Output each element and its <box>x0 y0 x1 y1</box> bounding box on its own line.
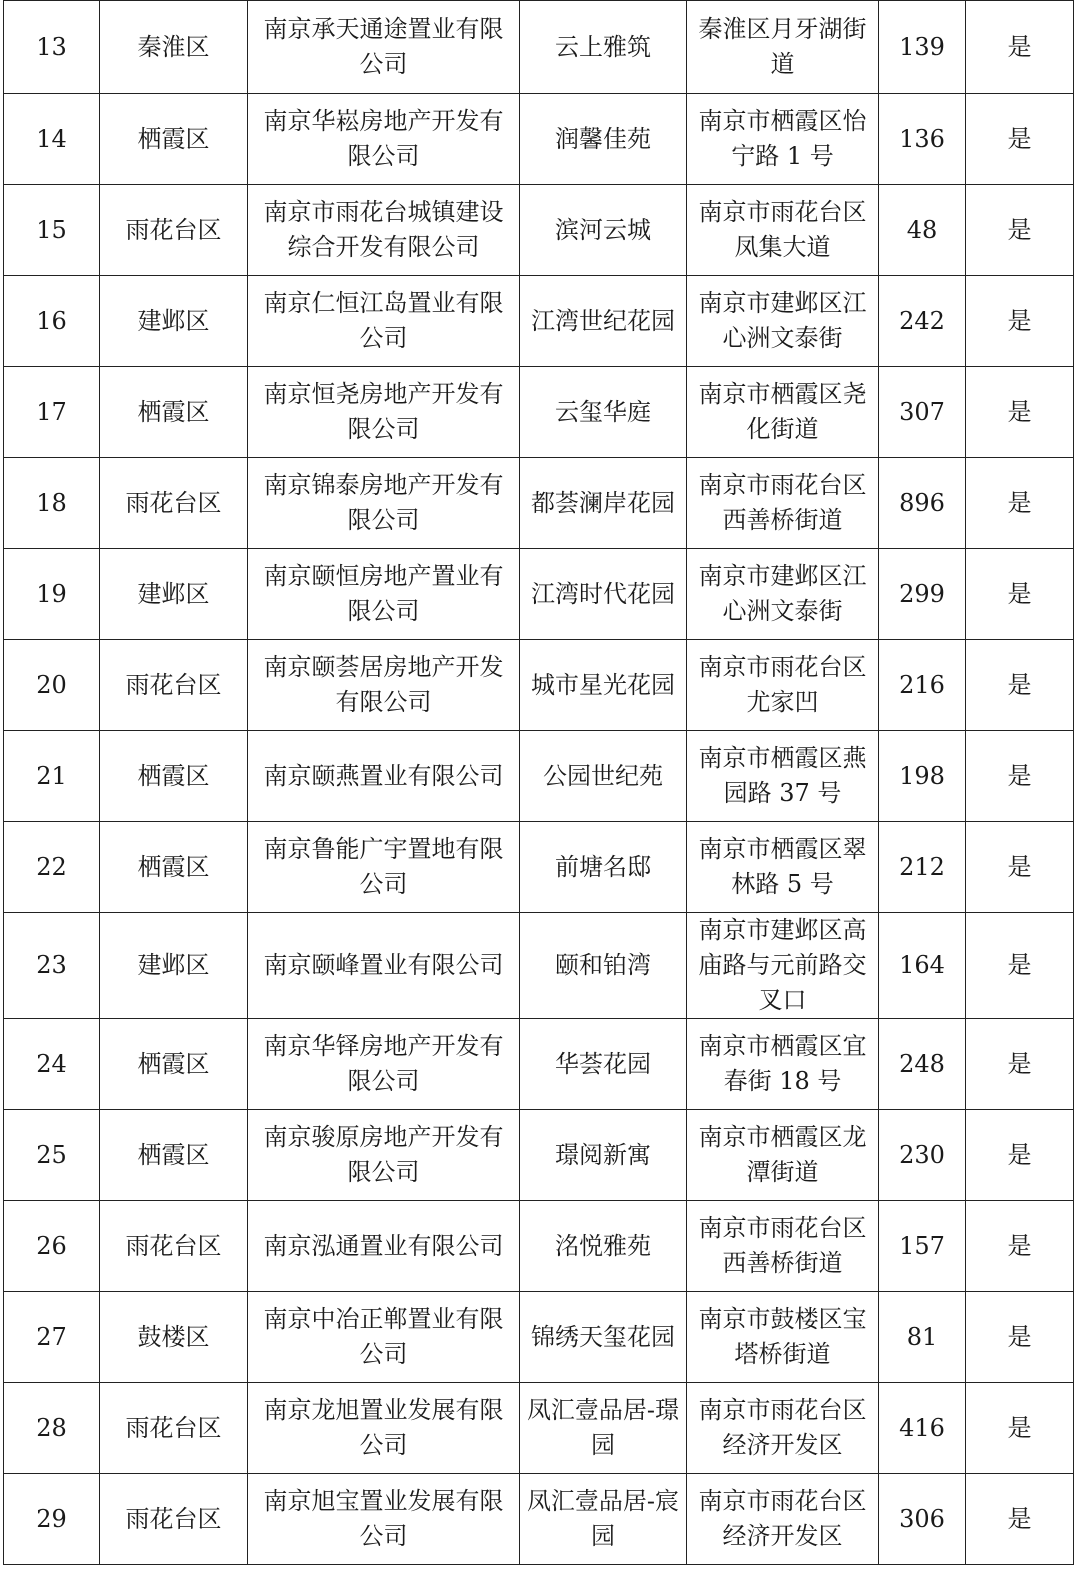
developer-cell: 南京鲁能广宇置地有限公司 <box>248 822 520 913</box>
row-number: 19 <box>4 549 100 640</box>
unit-count-cell: 896 <box>879 458 966 549</box>
project-name-cell: 璟阅新寓 <box>520 1110 687 1201</box>
status-cell: 是 <box>966 1292 1074 1383</box>
project-name-cell: 滨河云城 <box>520 185 687 276</box>
unit-count-cell: 212 <box>879 822 966 913</box>
district-cell: 建邺区 <box>100 549 248 640</box>
table-row <box>4 1383 1074 1474</box>
unit-count-cell: 306 <box>879 1474 966 1565</box>
address-cell: 南京市雨花台区经济开发区 <box>687 1383 879 1474</box>
developer-cell: 南京恒尧房地产开发有限公司 <box>248 367 520 458</box>
unit-count-cell: 136 <box>879 94 966 185</box>
status-cell: 是 <box>966 276 1074 367</box>
project-name-cell: 润馨佳苑 <box>520 94 687 185</box>
district-cell: 雨花台区 <box>100 1201 248 1292</box>
developer-cell: 南京仁恒江岛置业有限公司 <box>248 276 520 367</box>
district-cell: 雨花台区 <box>100 458 248 549</box>
address-cell: 南京市建邺区江心洲文泰街 <box>687 549 879 640</box>
project-name-cell: 凤汇壹品居-璟园 <box>520 1383 687 1474</box>
project-name-cell: 江湾世纪花园 <box>520 276 687 367</box>
address-cell: 南京市栖霞区翠林路 5 号 <box>687 822 879 913</box>
table-row <box>4 1201 1074 1292</box>
address-cell: 南京市鼓楼区宝塔桥街道 <box>687 1292 879 1383</box>
district-cell: 栖霞区 <box>100 1019 248 1110</box>
status-cell: 是 <box>966 913 1074 1019</box>
row-number: 26 <box>4 1201 100 1292</box>
address-cell: 秦淮区月牙湖街道 <box>687 1 879 94</box>
unit-count-cell: 230 <box>879 1110 966 1201</box>
project-name-cell: 都荟澜岸花园 <box>520 458 687 549</box>
developer-cell: 南京龙旭置业发展有限公司 <box>248 1383 520 1474</box>
address-cell: 南京市建邺区江心洲文泰街 <box>687 276 879 367</box>
table-body <box>4 1 1074 1565</box>
address-cell: 南京市雨花台区尤家凹 <box>687 640 879 731</box>
address-cell: 南京市雨花台区经济开发区 <box>687 1474 879 1565</box>
project-name-cell: 云上雅筑 <box>520 1 687 94</box>
district-cell: 栖霞区 <box>100 822 248 913</box>
project-name-cell: 华荟花园 <box>520 1019 687 1110</box>
row-number: 23 <box>4 913 100 1019</box>
row-number: 16 <box>4 276 100 367</box>
developer-cell: 南京华崧房地产开发有限公司 <box>248 94 520 185</box>
row-number: 21 <box>4 731 100 822</box>
row-number: 22 <box>4 822 100 913</box>
row-number: 28 <box>4 1383 100 1474</box>
project-name-cell: 江湾时代花园 <box>520 549 687 640</box>
address-cell: 南京市雨花台区西善桥街道 <box>687 458 879 549</box>
status-cell: 是 <box>966 94 1074 185</box>
row-number: 25 <box>4 1110 100 1201</box>
status-cell: 是 <box>966 367 1074 458</box>
developer-cell: 南京颐恒房地产置业有限公司 <box>248 549 520 640</box>
row-number: 13 <box>4 1 100 94</box>
status-cell: 是 <box>966 458 1074 549</box>
project-name-cell: 洺悦雅苑 <box>520 1201 687 1292</box>
district-cell: 雨花台区 <box>100 1474 248 1565</box>
district-cell: 雨花台区 <box>100 185 248 276</box>
developer-cell: 南京颐燕置业有限公司 <box>248 731 520 822</box>
table-row <box>4 731 1074 822</box>
row-number: 18 <box>4 458 100 549</box>
address-cell: 南京市栖霞区燕园路 37 号 <box>687 731 879 822</box>
district-cell: 建邺区 <box>100 913 248 1019</box>
developer-cell: 南京泓通置业有限公司 <box>248 1201 520 1292</box>
table-row <box>4 1019 1074 1110</box>
status-cell: 是 <box>966 1383 1074 1474</box>
table-row <box>4 94 1074 185</box>
project-name-cell: 前塘名邸 <box>520 822 687 913</box>
developer-cell: 南京华铎房地产开发有限公司 <box>248 1019 520 1110</box>
project-name-cell: 颐和铂湾 <box>520 913 687 1019</box>
status-cell: 是 <box>966 185 1074 276</box>
unit-count-cell: 157 <box>879 1201 966 1292</box>
table-row <box>4 367 1074 458</box>
unit-count-cell: 216 <box>879 640 966 731</box>
unit-count-cell: 139 <box>879 1 966 94</box>
developer-cell: 南京颐峰置业有限公司 <box>248 913 520 1019</box>
table-row <box>4 549 1074 640</box>
table-row <box>4 276 1074 367</box>
project-name-cell: 云玺华庭 <box>520 367 687 458</box>
project-name-cell: 公园世纪苑 <box>520 731 687 822</box>
table-row <box>4 640 1074 731</box>
address-cell: 南京市栖霞区龙潭街道 <box>687 1110 879 1201</box>
status-cell: 是 <box>966 1110 1074 1201</box>
unit-count-cell: 416 <box>879 1383 966 1474</box>
unit-count-cell: 299 <box>879 549 966 640</box>
district-cell: 栖霞区 <box>100 94 248 185</box>
district-cell: 秦淮区 <box>100 1 248 94</box>
unit-count-cell: 248 <box>879 1019 966 1110</box>
row-number: 20 <box>4 640 100 731</box>
table-row <box>4 458 1074 549</box>
project-table <box>3 0 1074 1565</box>
row-number: 15 <box>4 185 100 276</box>
address-cell: 南京市雨花台区西善桥街道 <box>687 1201 879 1292</box>
district-cell: 栖霞区 <box>100 1110 248 1201</box>
project-name-cell: 城市星光花园 <box>520 640 687 731</box>
unit-count-cell: 242 <box>879 276 966 367</box>
table-row <box>4 1110 1074 1201</box>
unit-count-cell: 307 <box>879 367 966 458</box>
address-cell: 南京市栖霞区尧化街道 <box>687 367 879 458</box>
developer-cell: 南京颐荟居房地产开发有限公司 <box>248 640 520 731</box>
district-cell: 鼓楼区 <box>100 1292 248 1383</box>
address-cell: 南京市栖霞区宜春街 18 号 <box>687 1019 879 1110</box>
table-row <box>4 185 1074 276</box>
status-cell: 是 <box>966 731 1074 822</box>
status-cell: 是 <box>966 1019 1074 1110</box>
district-cell: 栖霞区 <box>100 731 248 822</box>
unit-count-cell: 198 <box>879 731 966 822</box>
developer-cell: 南京承天通途置业有限公司 <box>248 1 520 94</box>
developer-cell: 南京中冶正郸置业有限公司 <box>248 1292 520 1383</box>
table-row <box>4 913 1074 1019</box>
table-row <box>4 1474 1074 1565</box>
unit-count-cell: 81 <box>879 1292 966 1383</box>
developer-cell: 南京旭宝置业发展有限公司 <box>248 1474 520 1565</box>
developer-cell: 南京骏原房地产开发有限公司 <box>248 1110 520 1201</box>
project-name-cell: 锦绣天玺花园 <box>520 1292 687 1383</box>
district-cell: 建邺区 <box>100 276 248 367</box>
developer-cell: 南京市雨花台城镇建设综合开发有限公司 <box>248 185 520 276</box>
row-number: 14 <box>4 94 100 185</box>
unit-count-cell: 164 <box>879 913 966 1019</box>
row-number: 17 <box>4 367 100 458</box>
row-number: 29 <box>4 1474 100 1565</box>
table-row <box>4 1 1074 94</box>
project-name-cell: 凤汇壹品居-宸园 <box>520 1474 687 1565</box>
status-cell: 是 <box>966 549 1074 640</box>
district-cell: 雨花台区 <box>100 1383 248 1474</box>
status-cell: 是 <box>966 822 1074 913</box>
table-row <box>4 822 1074 913</box>
status-cell: 是 <box>966 640 1074 731</box>
district-cell: 雨花台区 <box>100 640 248 731</box>
developer-cell: 南京锦泰房地产开发有限公司 <box>248 458 520 549</box>
address-cell: 南京市雨花台区凤集大道 <box>687 185 879 276</box>
address-cell: 南京市栖霞区怡宁路 1 号 <box>687 94 879 185</box>
unit-count-cell: 48 <box>879 185 966 276</box>
status-cell: 是 <box>966 1201 1074 1292</box>
status-cell: 是 <box>966 1474 1074 1565</box>
row-number: 27 <box>4 1292 100 1383</box>
status-cell: 是 <box>966 1 1074 94</box>
address-cell: 南京市建邺区高庙路与元前路交叉口 <box>687 913 879 1019</box>
district-cell: 栖霞区 <box>100 367 248 458</box>
row-number: 24 <box>4 1019 100 1110</box>
table-row <box>4 1292 1074 1383</box>
